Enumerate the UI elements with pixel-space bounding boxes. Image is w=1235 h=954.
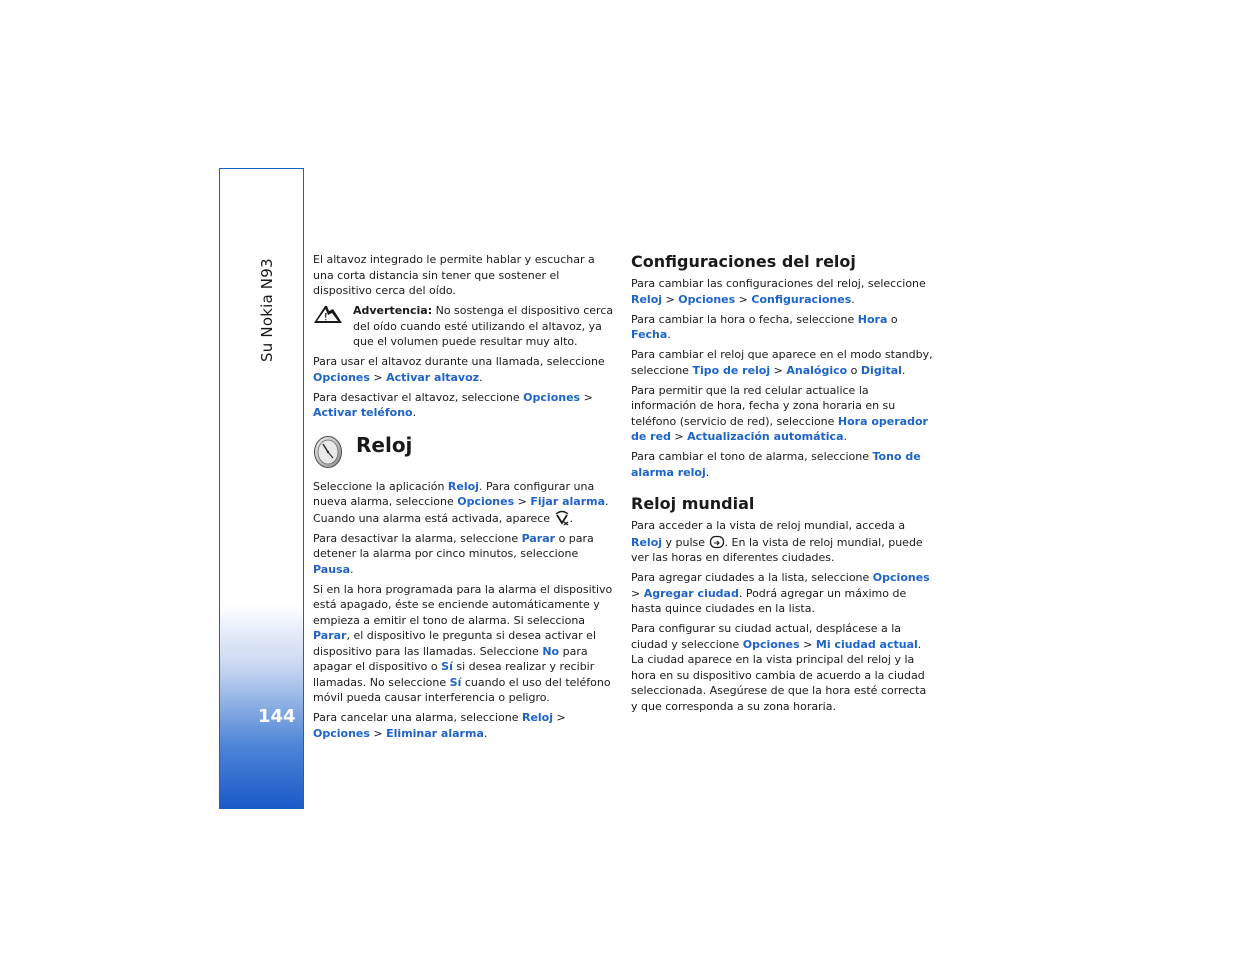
separator: > xyxy=(670,430,688,443)
text: . Cuando una alarma está activada, aparece xyxy=(313,495,609,525)
device-off-paragraph xyxy=(313,582,615,706)
link-fijar-alarma[interactable]: Fijar alarma xyxy=(530,495,606,508)
section-heading-configuraciones: Configuraciones del reloj xyxy=(631,252,856,271)
link-activar-telefono[interactable]: Activar teléfono xyxy=(313,406,413,419)
separator: > xyxy=(514,495,531,508)
text: . xyxy=(851,292,855,306)
separator: > xyxy=(369,370,387,384)
link-opciones[interactable]: Opciones xyxy=(872,571,930,584)
link-opciones[interactable]: Opciones xyxy=(523,390,581,404)
link-no[interactable]: No xyxy=(542,644,560,658)
page-number: 144 xyxy=(258,706,296,727)
text: . En la vista de reloj mundial, puede ver las horas en diferentes ciudades. xyxy=(631,535,923,564)
text: . Para configurar una nueva alarma, seleccione xyxy=(313,479,595,508)
link-hora[interactable]: Hora xyxy=(857,312,888,326)
text: . xyxy=(483,726,488,740)
intro-paragraph: El altavoz integrado le permite hablar y escuchar a una corta distancia sin tener que sostener el dispositivo cerca del oído. xyxy=(313,253,595,297)
text: o xyxy=(887,312,898,326)
text: Para agregar ciudades a la lista, seleccione xyxy=(631,571,873,584)
separator: > xyxy=(369,726,387,740)
current-city-paragraph xyxy=(631,621,933,714)
text: . xyxy=(667,328,671,341)
right-column xyxy=(631,252,933,719)
section-heading-reloj-mundial: Reloj mundial xyxy=(631,494,755,513)
time-date-paragraph xyxy=(631,312,933,343)
text: . xyxy=(901,363,906,377)
text: Seleccione la aplicación xyxy=(313,479,448,493)
warning-text: No sostenga el dispositivo cerca del oído cuando esté utilizando el altavoz, ya que el volumen puede resultar muy alto. xyxy=(353,304,614,348)
text: cuando el uso del teléfono móvil pueda causar interferencia o peligro. xyxy=(313,675,611,704)
text: Para desactivar la alarma, seleccione xyxy=(313,531,522,545)
left-column xyxy=(313,252,615,746)
link-tono-de-alarma-reloj[interactable]: Tono de alarma reloj xyxy=(631,450,921,479)
text: . xyxy=(479,370,483,384)
clock-app-icon xyxy=(313,433,343,469)
world-clock-paragraph xyxy=(631,518,933,566)
link-pausa[interactable]: Pausa xyxy=(313,562,350,576)
warning-icon xyxy=(313,304,343,324)
link-reloj[interactable]: Reloj xyxy=(631,535,663,549)
text: o xyxy=(847,363,861,377)
separator: > xyxy=(631,586,644,600)
alarm-tone-paragraph xyxy=(631,449,933,480)
text: . xyxy=(350,562,354,576)
text: . La ciudad aparece en la vista principal del reloj y la hora en su dispositivo cambia de acuerdo a la ciudad seleccionada. Asegúrese de que la hora esté correcta y que corresponda a su zona horaria. xyxy=(631,637,927,713)
separator: > xyxy=(735,292,752,306)
link-activar-altavoz[interactable]: Activar altavoz xyxy=(386,370,480,384)
link-agregar-ciudad[interactable]: Agregar ciudad xyxy=(643,586,739,600)
deactivate-speaker-paragraph xyxy=(313,390,615,421)
text: Para desactivar el altavoz, seleccione xyxy=(313,390,524,404)
separator: > xyxy=(770,363,787,377)
text: . Podrá agregar un máximo de hasta quince ciudades en la lista. xyxy=(631,586,907,615)
link-opciones[interactable]: Opciones xyxy=(678,292,736,306)
link-mi-ciudad-actual[interactable]: Mi ciudad actual xyxy=(815,637,918,651)
link-parar[interactable]: Parar xyxy=(521,531,556,545)
warning-label: Advertencia: xyxy=(353,304,433,317)
scroll-key-icon xyxy=(709,534,725,550)
link-opciones[interactable]: Opciones xyxy=(313,726,370,740)
text: si desea realizar y recibir llamadas. No seleccione xyxy=(313,660,595,689)
link-eliminar-alarma[interactable]: Eliminar alarma xyxy=(386,726,484,740)
separator: > xyxy=(662,292,679,306)
text: . xyxy=(569,511,574,525)
text: Para cancelar una alarma, seleccione xyxy=(313,711,522,724)
separator: > xyxy=(553,711,566,724)
link-reloj[interactable]: Reloj xyxy=(631,292,663,306)
settings-paragraph xyxy=(631,276,933,307)
link-reloj[interactable]: Reloj xyxy=(521,711,553,724)
link-si[interactable]: Sí xyxy=(441,660,453,673)
text: Para cambiar la hora o fecha, seleccione xyxy=(631,312,858,326)
reloj-heading-block xyxy=(313,429,615,473)
link-opciones[interactable]: Opciones xyxy=(742,637,800,651)
cancel-alarm-paragraph xyxy=(313,710,615,741)
link-hora-operador-de-red[interactable]: Hora operador de red xyxy=(631,414,928,443)
link-si[interactable]: Sí xyxy=(449,675,462,689)
text: Para permitir que la red celular actualice la información de hora, fecha y zona horaria en su teléfono (servicio de red), seleccione xyxy=(631,383,896,428)
text: . xyxy=(843,430,848,443)
text: Si en la hora programada para la alarma el dispositivo está apagado, éste se enciende automáticamente y empieza a emitir el tono de alarma. Si selecciona xyxy=(313,582,613,627)
text: . xyxy=(705,465,710,479)
text: , el dispositivo le pregunta si desea activar el dispositivo para las llamadas. Seleccione xyxy=(313,629,597,658)
text: Para cambiar el tono de alarma, seleccione xyxy=(631,450,873,463)
text: Para acceder a la vista de reloj mundial, acceda a xyxy=(631,519,906,532)
text: Para usar el altavoz durante una llamada, seleccione xyxy=(313,355,605,368)
stop-alarm-paragraph xyxy=(313,531,615,578)
text: Para cambiar el reloj que aparece en el modo standby, seleccione xyxy=(631,348,933,377)
clock-type-paragraph xyxy=(631,347,933,378)
add-city-paragraph xyxy=(631,570,933,617)
alarm-active-icon xyxy=(554,510,570,526)
link-parar[interactable]: Parar xyxy=(313,629,347,642)
link-digital[interactable]: Digital xyxy=(860,363,902,377)
separator: > xyxy=(799,637,816,651)
link-actualizacion-automatica[interactable]: Actualización automática xyxy=(687,430,844,443)
text: . xyxy=(412,406,417,419)
text: Para configurar su ciudad actual, desplácese a la ciudad y seleccione xyxy=(631,622,901,651)
link-tipo-de-reloj[interactable]: Tipo de reloj xyxy=(692,363,771,377)
link-configuraciones[interactable]: Configuraciones xyxy=(751,292,852,306)
text: Para cambiar las configuraciones del reloj, seleccione xyxy=(631,277,926,290)
select-app-paragraph xyxy=(313,479,615,527)
link-analogico[interactable]: Analógico xyxy=(786,363,848,377)
activate-speaker-paragraph xyxy=(313,354,615,385)
link-fecha[interactable]: Fecha xyxy=(631,328,668,341)
page-heading-reloj: Reloj xyxy=(356,432,413,457)
network-time-paragraph xyxy=(631,383,933,445)
sidebar-title: Su Nokia N93 xyxy=(258,258,276,362)
warning-block xyxy=(313,303,615,350)
text: o para detener la alarma por cinco minutos, seleccione xyxy=(313,531,594,560)
link-opciones[interactable]: Opciones xyxy=(313,370,370,384)
separator: > xyxy=(580,390,593,404)
text: y pulse xyxy=(662,535,709,549)
link-opciones[interactable]: Opciones xyxy=(457,495,515,508)
link-reloj[interactable]: Reloj xyxy=(447,479,479,493)
text: para apagar el dispositivo o xyxy=(313,644,588,673)
